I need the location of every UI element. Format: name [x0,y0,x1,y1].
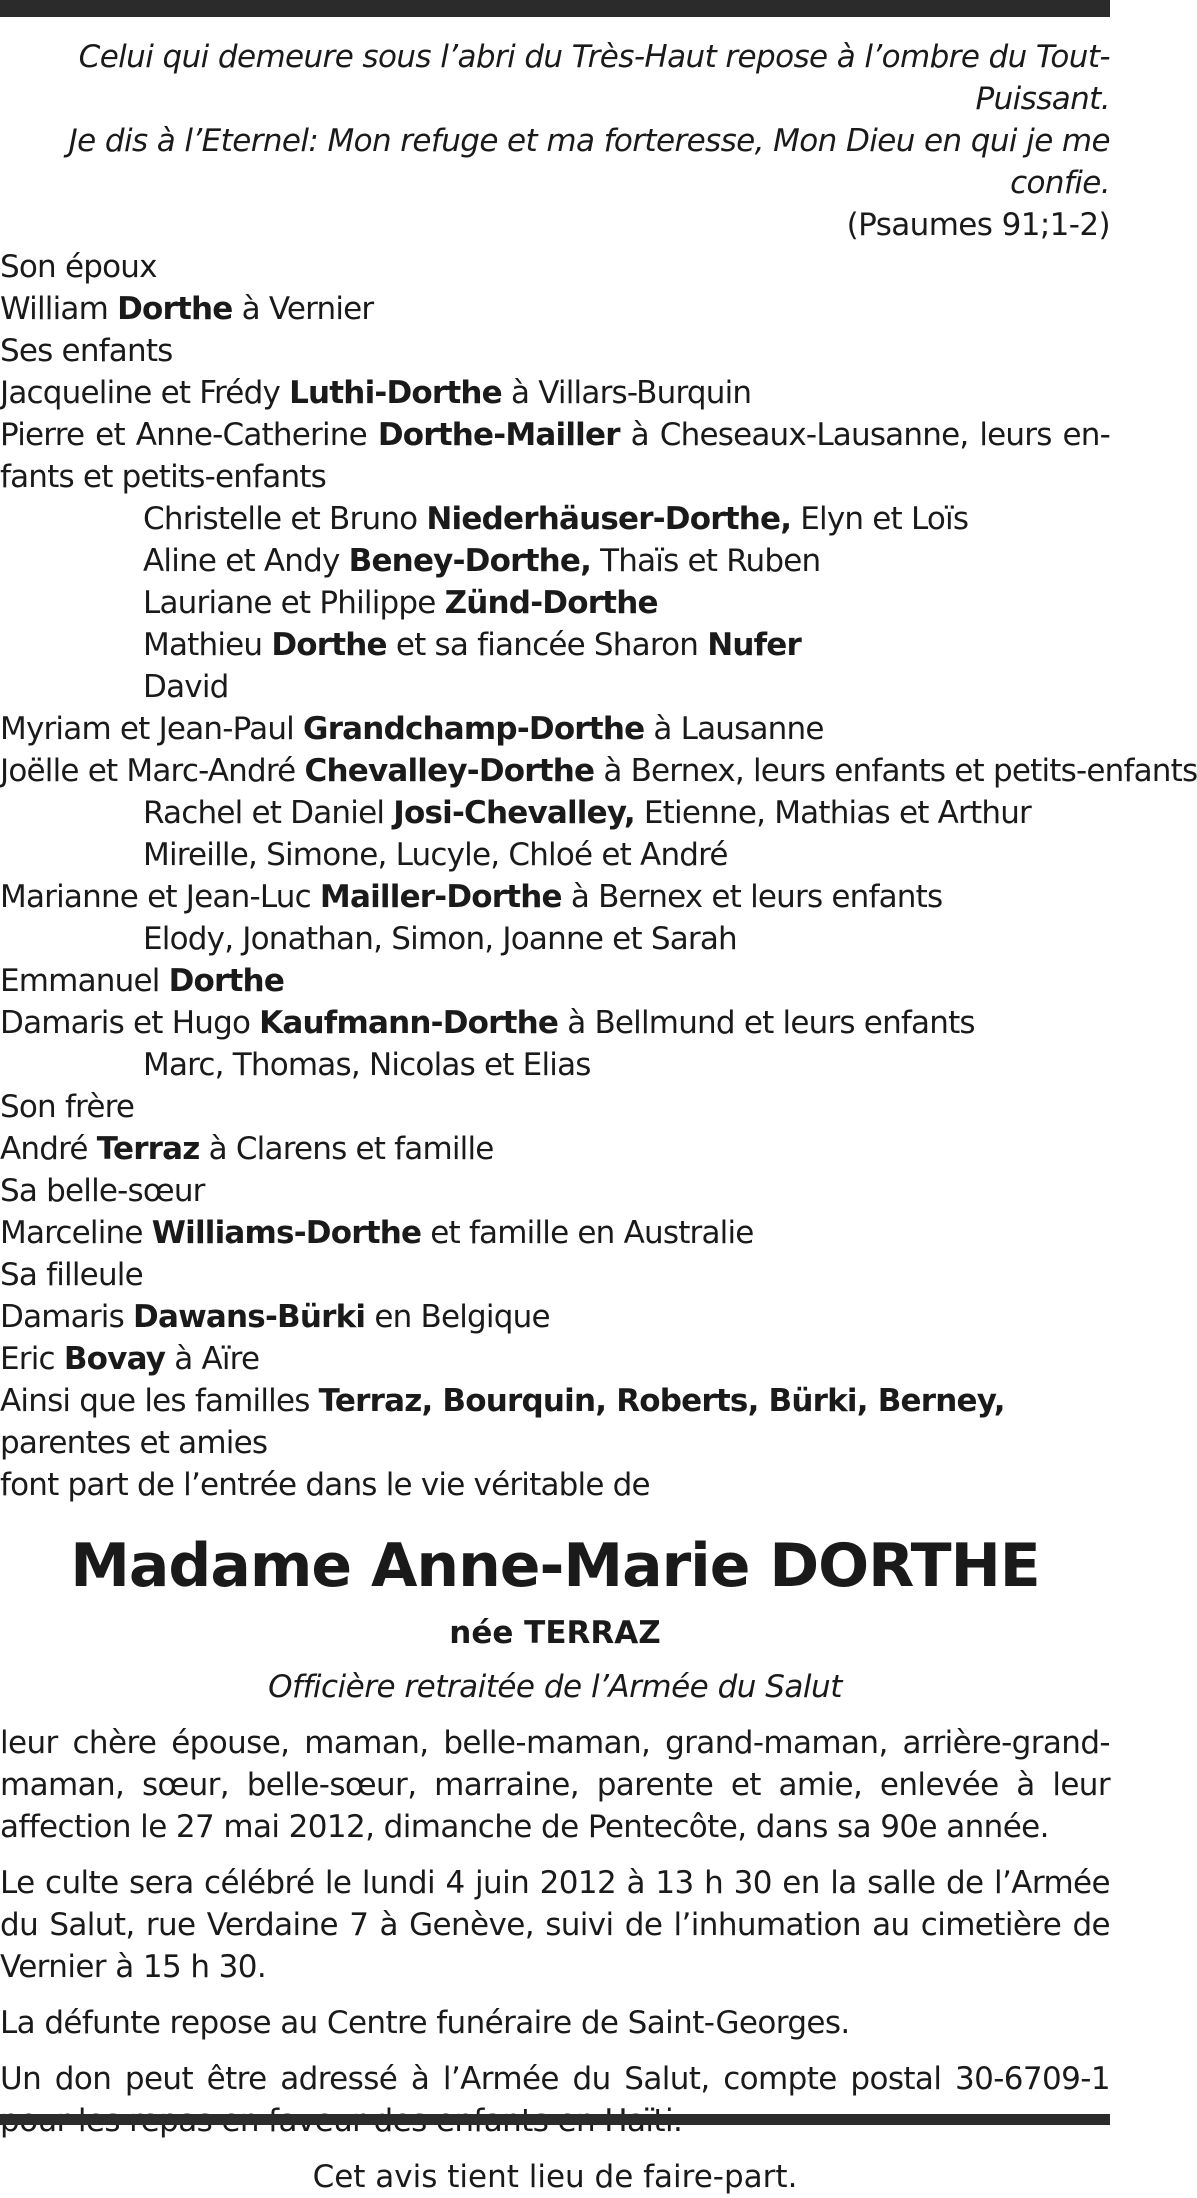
family-text: Sa belle-sœur [0,1173,205,1209]
family-line [0,792,1110,834]
closing-note: Cet avis tient lieu de faire-part. [312,2159,798,2195]
family-line [0,582,1110,624]
deceased-name: Madame Anne-Marie DORTHE [70,1531,1040,1601]
family-text: Eric [0,1341,64,1377]
family-line [0,960,1110,1002]
verse-line-2: Je dis à l’Eternel: Mon refuge et ma forteresse, Mon Dieu en qui je me confie. [68,123,1110,201]
family-text: Jacqueline et Frédy [0,375,290,411]
family-text: Son époux [0,249,157,285]
family-text: à Aïre [165,1341,260,1377]
family-surname: Bovay [63,1341,166,1377]
family-line [0,1380,1110,1422]
family-text: Rachel et Daniel [143,795,394,831]
family-line [0,372,1110,414]
family-line [0,456,1110,498]
family-text: Sa filleule [0,1257,143,1293]
family-surname: Nufer [707,627,802,663]
family-text: parentes et amies [0,1425,268,1461]
family-surname: Dawans-Bürki [133,1299,366,1335]
service-paragraph: Le culte sera célébré le lundi 4 juin 2012 à 13 h 30 en la salle de l’Armée du Salut, rue Verdaine 7 à Genève, suivi de l’inhumation au cimetière de Vernier à 15 h 30. [0,1865,1110,1985]
family-text: à Lausanne [644,711,824,747]
family-line [0,708,1110,750]
deceased-role: Officière retraitée de l’Armée du Salut [268,1669,842,1705]
family-surname: Luthi-Dorthe [289,375,502,411]
family-surname: Williams-Dorthe [151,1215,422,1251]
family-text: à Vernier [232,291,374,327]
family-surname: Zünd-Dorthe [444,585,658,621]
family-line [0,540,1110,582]
verse-reference: (Psaumes 91;1-2) [846,207,1110,243]
family-text: Emmanuel [0,963,169,999]
family-text: Lauriane et Philippe [143,585,445,621]
family-surname: Dorthe-Mailler [377,417,620,453]
family-text: Etienne, Mathias et Arthur [634,795,1031,831]
family-text: David [143,669,229,705]
announcement-paragraph: leur chère épouse, maman, belle-maman, grand-maman, arrière-grand-maman, sœur, belle-sœur, marraine, parente et amie, enlevée à leur affection le 27 mai 2012, dimanche de Pentecôte, dans sa 90e année. [0,1725,1110,1845]
top-rule [0,0,1110,17]
family-text: font part de l’entrée dans le vie véritable de [0,1467,650,1503]
family-text: Marceline [0,1215,152,1251]
family-text: Damaris [0,1299,134,1335]
maiden-name: née TERRAZ [449,1615,661,1651]
family-line [0,834,1110,876]
family-line [0,918,1110,960]
verse-line-1: Celui qui demeure sous l’abri du Très-Haut repose à l’ombre du Tout-Puissant. [78,39,1110,117]
family-line [0,288,1110,330]
family-line [0,1044,1110,1086]
family-line [0,1128,1110,1170]
family-text: Damaris et Hugo [0,1005,260,1041]
family-line [0,246,1110,288]
family-line [0,1002,1110,1044]
family-surname: Dorthe [117,291,233,327]
family-line [0,1254,1110,1296]
family-line [0,1170,1110,1212]
family-surname: Terraz, Bourquin, Roberts, Bürki, Berney, [318,1383,1005,1419]
family-line [0,330,1110,372]
family-surname: Dorthe [168,963,285,999]
family-surname: Mailler-Dorthe [319,879,562,915]
obituary-notice [0,36,1197,2198]
family-text: Son frère [0,1089,135,1125]
family-line [0,1422,1110,1464]
family-surname: Kaufmann-Dorthe [259,1005,559,1041]
family-surname: Josi-Chevalley, [393,795,635,831]
family-text: Mathieu [143,627,272,663]
family-text: Marianne et Jean-Luc [0,879,320,915]
family-line [0,498,1110,540]
family-surname: Dorthe [271,627,387,663]
family-text: à Bernex et leurs enfants [561,879,943,915]
family-text: à Clarens et famille [199,1131,494,1167]
repose-paragraph: La défunte repose au Centre funéraire de Saint-Georges. [0,2005,850,2041]
family-text: Elyn et Loïs [791,501,969,537]
family-text: et famille en Australie [421,1215,754,1251]
family-text: en Belgique [365,1299,550,1335]
family-text: Elody, Jonathan, Simon, Joanne et Sarah [143,921,737,957]
family-surname: Niederhäuser-Dorthe, [426,501,792,537]
family-text: Aline et Andy [143,543,349,579]
family-list [0,246,1197,1506]
family-text: et sa fiancée Sharon [386,627,708,663]
family-line [0,1296,1110,1338]
family-text: Mireille, Simone, Lucyle, Chloé et André [143,837,728,873]
family-line [0,750,1197,792]
family-text: Christelle et Bruno [143,501,427,537]
family-text: fants et petits-enfants [0,459,326,495]
family-line [0,1464,1110,1506]
family-text: Thaïs et Ruben [591,543,821,579]
family-surname: Terraz [96,1131,200,1167]
family-line [0,1212,1110,1254]
family-surname: Grandchamp-Dorthe [303,711,645,747]
family-text: William [0,291,118,327]
family-text: à Bellmund et leurs enfants [558,1005,975,1041]
family-surname: Beney-Dorthe, [348,543,592,579]
family-text: André [0,1131,97,1167]
family-line [0,666,1110,708]
family-line [0,1338,1110,1380]
family-text: Joëlle et Marc-André [0,753,305,789]
family-text: Ainsi que les familles [0,1383,319,1419]
family-line [0,876,1110,918]
family-surname: Chevalley-Dorthe [304,753,595,789]
bottom-rule [0,2114,1110,2125]
family-line [0,1086,1110,1128]
family-text: Marc, Thomas, Nicolas et Elias [143,1047,591,1083]
family-text: à Cheseaux-Lausanne, leurs en- [619,417,1111,453]
family-line [0,414,1110,456]
family-text: à Bernex, leurs enfants et petits-enfants [594,753,1197,789]
family-text: Ses enfants [0,333,173,369]
family-text: Pierre et Anne-Catherine [0,417,378,453]
donation-paragraph: Un don peut être adressé à l’Armée du Salut, compte postal 30-6709-1 [0,2061,1110,2097]
family-text: à Villars-Burquin [501,375,752,411]
family-line [0,624,1110,666]
family-text: Myriam et Jean-Paul [0,711,304,747]
